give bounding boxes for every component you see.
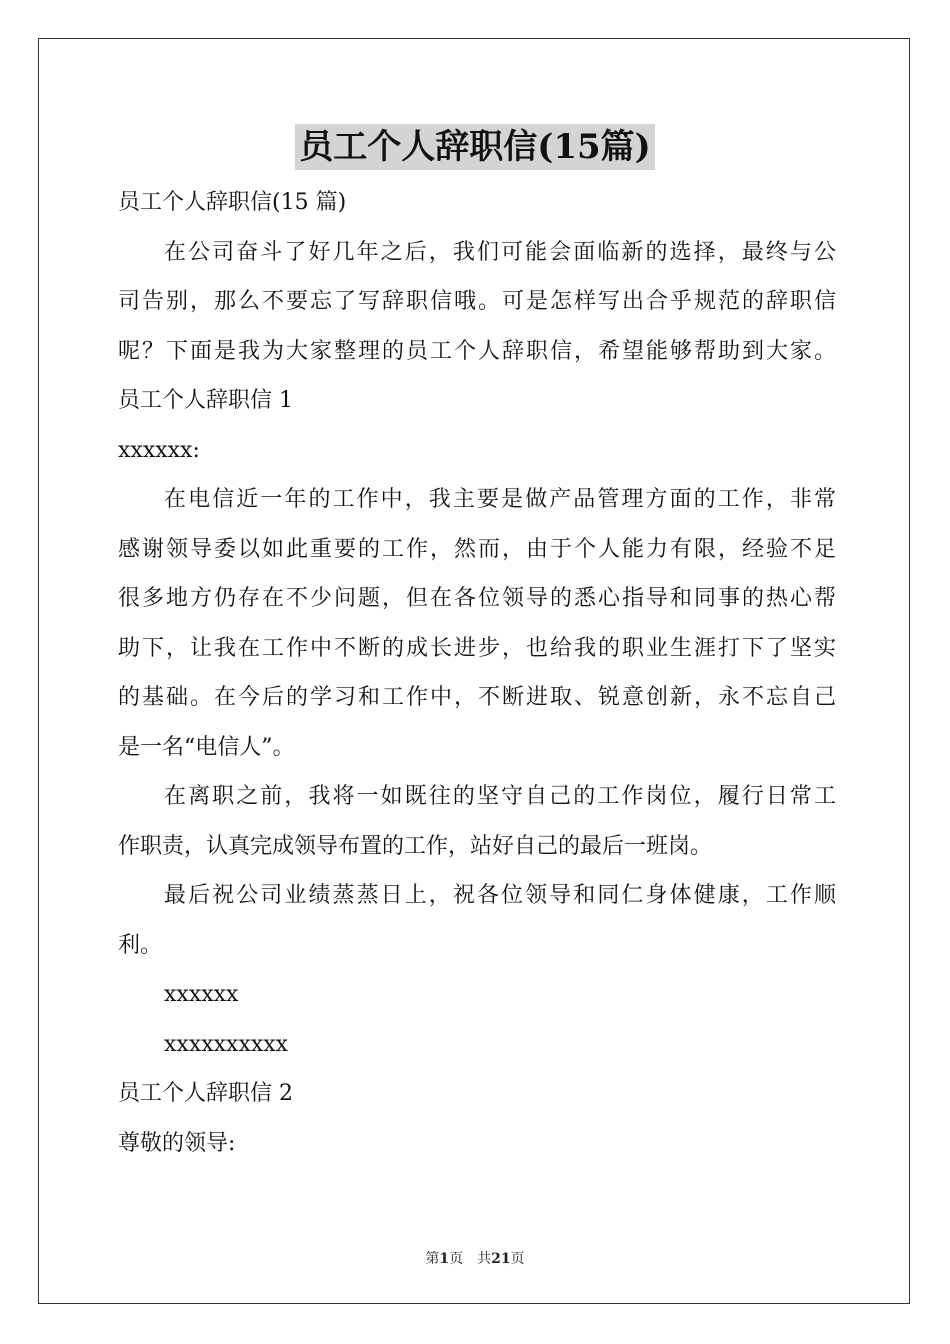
body-paragraph (118, 475, 836, 772)
current-page-number: 1 (439, 1251, 450, 1267)
subtitle: 员工个人辞职信(15 篇) (118, 190, 347, 215)
salutation: xxxxxx: (118, 437, 200, 463)
section-heading-2: 员工个人辞职信 2 (118, 1081, 293, 1106)
text-line: 利。 (118, 932, 163, 958)
text-line: 很多地方仍存在不少问题，但在各位领导的悉心指导和同事的热心帮 (118, 586, 836, 611)
footer-total-suffix: 页 (510, 1251, 525, 1267)
document-body (118, 178, 836, 1168)
signature: xxxxxx (164, 982, 239, 1007)
salutation: 尊敬的领导: (118, 1130, 236, 1156)
body-paragraph (118, 772, 836, 871)
text-line: 是一名“电信人”。 (118, 734, 295, 760)
text-line: 在公司奋斗了好几年之后，我们可能会面临新的选择，最终与公 (164, 239, 836, 265)
text-line: 呢？下面是我为大家整理的员工个人辞职信，希望能够帮助到大家。 (118, 338, 836, 364)
document-title: 员工个人辞职信(15篇) (295, 124, 655, 170)
footer-page-suffix: 页 共 (449, 1251, 492, 1267)
text-line: 感谢领导委以如此重要的工作，然而，由于个人能力有限，经验不足 (118, 536, 836, 562)
text-line: 在离职之前，我将一如既往的坚守自己的工作岗位，履行日常工 (164, 784, 836, 809)
date-line: xxxxxxxxxx (164, 1031, 289, 1057)
section-heading-1: 员工个人辞职信 1 (118, 388, 293, 413)
total-pages: 21 (491, 1251, 511, 1267)
body-paragraph (118, 871, 836, 970)
intro-paragraph (118, 228, 836, 377)
text-line: 的基础。在今后的学习和工作中，不断进取、锐意创新，永不忘自己 (118, 685, 836, 710)
text-line: 司告别，那么不要忘了写辞职信哦。可是怎样写出合乎规范的辞职信 (118, 289, 836, 314)
text-line: 在电信近一年的工作中，我主要是做产品管理方面的工作，非常 (164, 487, 836, 512)
page-footer (0, 1248, 950, 1268)
text-line: 最后祝公司业绩蒸蒸日上，祝各位领导和同仁身体健康，工作顺 (164, 883, 836, 908)
text-line: 作职责，认真完成领导布置的工作，站好自己的最后一班岗。 (118, 833, 713, 859)
footer-page-prefix: 第 (425, 1251, 440, 1267)
text-line: 助下，让我在工作中不断的成长进步，也给我的职业生涯打下了坚实 (118, 635, 836, 661)
